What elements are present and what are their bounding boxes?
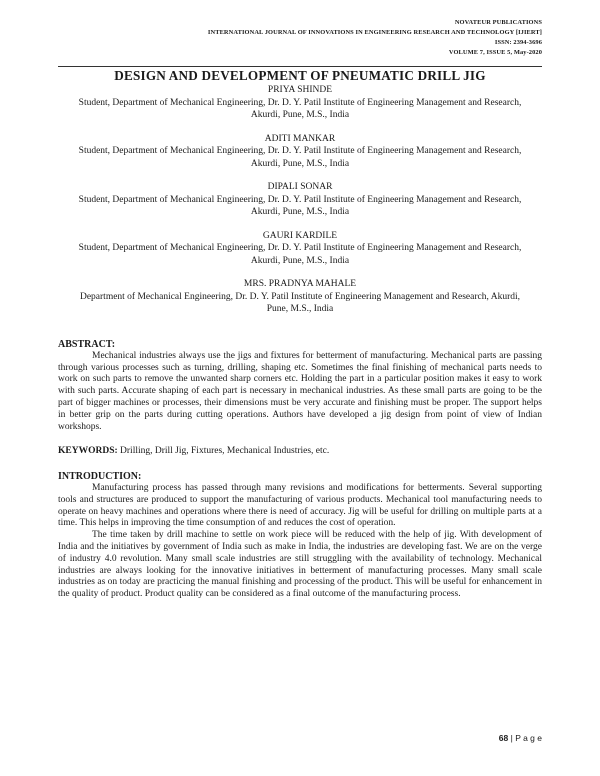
volume-issue: VOLUME 7, ISSUE 5, May-2020 xyxy=(448,49,542,56)
author-affiliation: Student, Department of Mechanical Engineering, Dr. D. Y. Patil Institute of Engineering Management and Research, Akurdi, Pune, M.S., India xyxy=(78,97,522,120)
introduction-heading: INTRODUCTION: xyxy=(58,471,142,483)
author-block xyxy=(60,278,540,316)
paper-body xyxy=(58,339,542,601)
author-affiliation: Department of Mechanical Engineering, Dr. D. Y. Patil Institute of Engineering Management and Research, Akurdi, Pune, M.S., India xyxy=(79,291,521,314)
author-affiliation: Student, Department of Mechanical Engineering, Dr. D. Y. Patil Institute of Engineering Management and Research, Akurdi, Pune, M.S., India xyxy=(78,243,522,266)
page-label: | P a g e xyxy=(510,733,542,743)
author-block xyxy=(60,84,540,122)
keywords-label: KEYWORDS: xyxy=(58,446,118,457)
journal-name: INTERNATIONAL JOURNAL OF INNOVATIONS IN ENGINEERING RESEARCH AND TECHNOLOGY [IJIERT] xyxy=(207,29,542,36)
author-block xyxy=(60,230,540,268)
keywords xyxy=(58,446,542,458)
author-block xyxy=(60,133,540,171)
header-divider xyxy=(58,66,542,67)
author-name: ADITI MANKAR xyxy=(264,133,336,144)
author-block xyxy=(60,181,540,219)
keywords-text: Drilling, Drill Jig, Fixtures, Mechanical Industries, etc. xyxy=(120,446,330,457)
author-list xyxy=(60,84,540,327)
page-number: 68 xyxy=(498,733,509,743)
journal-header xyxy=(208,18,542,58)
author-affiliation: Student, Department of Mechanical Engineering, Dr. D. Y. Patil Institute of Engineering Management and Research, Akurdi, Pune, M.S., India xyxy=(78,146,522,169)
author-name: DIPALI SONAR xyxy=(267,182,333,192)
author-name: PRIYA SHINDE xyxy=(267,85,333,95)
publisher-name: NOVATEUR PUBLICATIONS xyxy=(454,19,542,26)
issn: ISSN: 2394-3696 xyxy=(494,39,542,46)
author-affiliation: Student, Department of Mechanical Engineering, Dr. D. Y. Patil Institute of Engineering Management and Research, Akurdi, Pune, M.S., India xyxy=(78,194,522,217)
introduction-paragraph: Manufacturing process has passed through many revisions and modifications for betterments. Several supporting tools and structures are produced to support the manufacturing of various products. Mechanical tool manufacturing needs to operate on heavy machines and operations where there is need of accuracy. Jig will be useful for drilling on multiple parts at a time. This helps in improving the time consumption of and reduces the cost of operation. xyxy=(58,482,542,529)
paper-title: DESIGN AND DEVELOPMENT OF PNEUMATIC DRILL JIG xyxy=(114,68,486,83)
abstract-text: Mechanical industries always use the jigs and fixtures for betterment of manufacturing. Mechanical parts are passing through various processes such as turning, drilling, shaping etc. Sometimes the final finishing of mechanical parts needs to work on such parts to remove the unwanted sharp corners etc. Holding the part in a particular position makes it easy to work with such parts. Accurate shaping of each part is necessary in mechanical industries. As these small parts are going to be the part of bigger machines or processes, their dimensions must be very accurate and finishing must be proper. The support helps in better grip on the parts during cutting operations. Authors have developed a jig design from point of view of Indian workshops. xyxy=(58,350,542,432)
author-name: MRS. PRADNYA MAHALE xyxy=(243,279,357,289)
page-footer xyxy=(499,733,542,743)
author-name: GAURI KARDILE xyxy=(262,230,338,241)
introduction-paragraph: The time taken by drill machine to settle on work piece will be reduced with the help of jig. With development of India and the initiatives by government of India such as make in India, the industries are developing fast. We are on the verge of industry 4.0 revolution. Many small scale industries are still struggling with the availability of technology. Mechanical industries are always looking for the innovative initiatives in betterment of manufacturing processes. Many small scale industries as on today are practicing the manual finishing and processing of the product. This will be useful for enhancement in the quality of product. Product quality can be considered as a final outcome of the manufacturing process. xyxy=(58,530,542,600)
abstract-heading: ABSTRACT: xyxy=(58,339,116,350)
